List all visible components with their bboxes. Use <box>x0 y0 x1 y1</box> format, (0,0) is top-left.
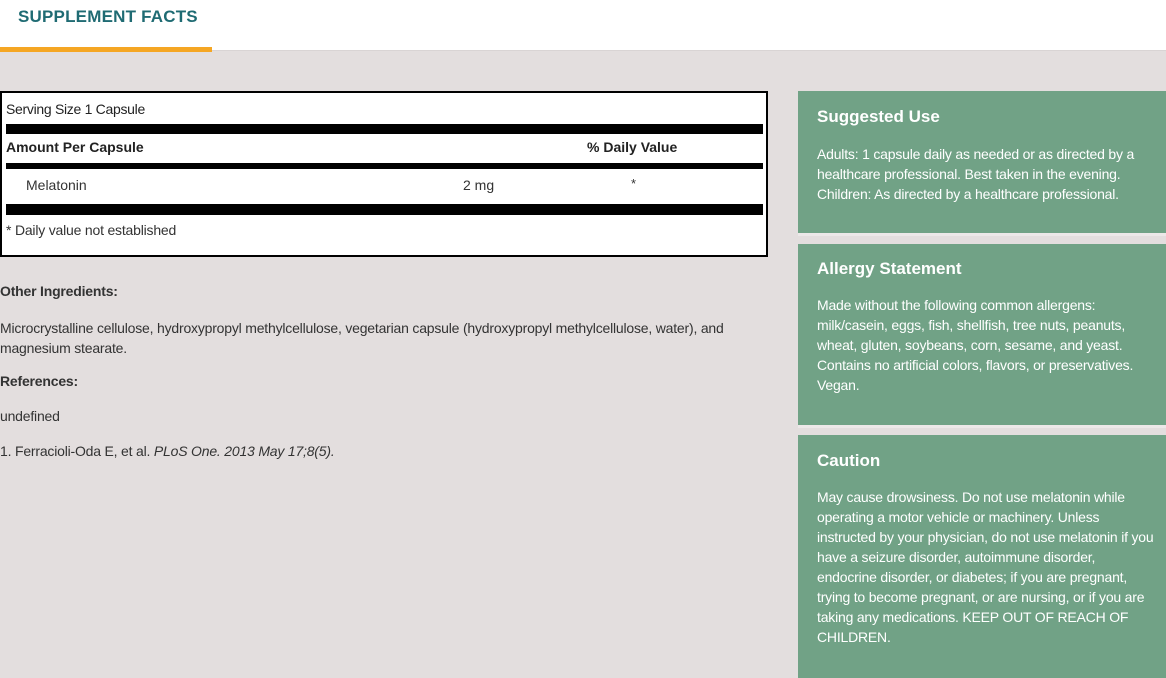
allergy-statement-title: Allergy Statement <box>817 259 962 278</box>
suggested-use-body: Adults: 1 capsule daily as needed or as directed by a healthcare professional. Best taken in the evening. Children: As directed by a healthcare professional. <box>817 146 1135 202</box>
amount-per-capsule-header: Amount Per Capsule <box>6 139 144 155</box>
supplement-facts-table <box>0 91 768 257</box>
other-ingredients-text: Microcrystalline cellulose, hydroxypropyl methylcellulose, vegetarian capsule (hydroxypropyl methylcellulose, water), and magnesium stearate. <box>0 320 724 356</box>
other-ingredients-heading: Other Ingredients: <box>0 283 118 299</box>
ingredient-daily-value: * <box>631 176 637 191</box>
serving-size: Serving Size 1 Capsule <box>6 101 145 117</box>
suggested-use-title: Suggested Use <box>817 107 940 126</box>
caution-body: May cause drowsiness. Do not use melatonin while operating a motor vehicle or machinery. Unless instructed by your physician, do not use melatonin if you have a seizure disorder, autoimmune disorder, endocrine disorder, or diabetes; if you are pregnant, trying to become pregnant, or are nursing, or if you are taking any medications. KEEP OUT OF REACH OF CHILDREN. <box>817 489 1154 645</box>
table-divider-medium <box>6 163 763 169</box>
reference-authors: 1. Ferracioli-Oda E, et al. <box>0 443 154 459</box>
table-divider-thick-bottom <box>6 204 763 215</box>
tab-bar <box>0 0 1166 51</box>
card-divider <box>798 425 1166 428</box>
allergy-statement-body: Made without the following common allergens: milk/casein, eggs, fish, shellfish, tree nuts, peanuts, wheat, gluten, soybeans, corn, sesame, and yeast. Contains no artificial colors, flavors, or preservatives. Vegan. <box>817 297 1134 393</box>
suggested-use-card <box>798 91 1166 233</box>
allergy-statement-card <box>798 244 1166 425</box>
daily-value-header: % Daily Value <box>587 139 678 155</box>
active-tab-indicator <box>0 47 212 52</box>
caution-card <box>798 435 1166 678</box>
references-heading: References: <box>0 373 78 389</box>
table-divider-thick <box>6 124 763 134</box>
ingredient-name: Melatonin <box>26 177 87 193</box>
card-divider <box>798 233 1166 236</box>
tab-supplement-facts[interactable] <box>0 0 212 51</box>
daily-value-footnote: * Daily value not established <box>6 222 177 238</box>
tab-label: SUPPLEMENT FACTS <box>18 7 198 26</box>
ingredient-amount: 2 mg <box>463 177 495 193</box>
caution-title: Caution <box>817 451 881 470</box>
reference-citation: PLoS One. 2013 May 17;8(5). <box>153 443 335 459</box>
reference-item <box>0 443 335 459</box>
references-intro: undefined <box>0 408 60 424</box>
